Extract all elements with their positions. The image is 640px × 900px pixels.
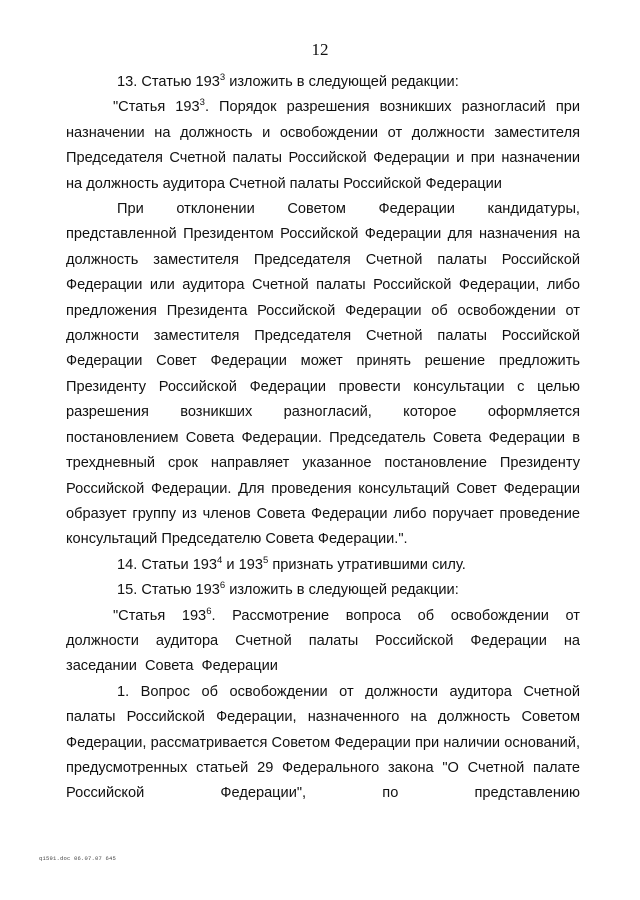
text-run: "Статья 193	[113, 99, 200, 116]
text-run: 15. Статью 193	[117, 582, 220, 599]
paragraph-article-193-3	[66, 95, 580, 197]
footer-document-code: q1591.doc 06.07.07 645	[39, 855, 117, 862]
paragraph-item-15	[66, 578, 580, 603]
superscript: 5	[262, 554, 269, 566]
text-run: признать утратившими силу.	[268, 556, 466, 573]
text-run: . Рассмотрение вопроса об освобождении от должности аудитора Счетной палаты Российской Федерации на заседании Совета Федерации	[66, 607, 580, 675]
text-run: и 193	[222, 556, 263, 573]
superscript: 3	[219, 72, 226, 83]
text-run: изложить в следующей редакции:	[225, 74, 459, 90]
text-run: 14. Статьи 193	[117, 556, 218, 573]
paragraph-article-193-6	[66, 604, 580, 680]
text-run: . Порядок разрешения возникших разногласий при назначении на должность и освобождении от должности заместителя Председателя Счетной палаты Российской Федерации и при назначении на должность аудитора Счетной палаты Российской Федерации	[66, 99, 580, 192]
paragraph-item-1: 1. Вопрос об освобождении от должности аудитора Счетной палаты Российской Федерации, назначенного на должность Советом Федерации, рассматривается Советом Федерации при наличии оснований, предусмотренных статьей 29 Федерального закона "О Счетной палате Российской Федерации", по представлению	[66, 683, 580, 802]
superscript: 4	[217, 554, 223, 566]
paragraph-item-14	[66, 553, 580, 578]
superscript: 6	[219, 580, 226, 592]
paragraph-rejection: При отклонении Советом Федерации кандидатуры, представленной Президентом Российской Федерации для назначения на должность заместителя Председателя Счетной палаты Российской Федерации или аудитора Счетной палаты Российской Федерации, либо предложения Президента Российской Федерации об освобождении от должности заместителя Председателя Счетной палаты Российской Федерации Совет Федерации может принять решение предложить Президенту Российской Федерации провести консультации с целью разрешения возникших разногласий, которое оформляется постановлением Совета Федерации. Председатель Совета Федерации в трехдневный срок направляет указанное постановление Президенту Российской Федерации. Для проведения консультаций Совет Федерации образует группу из членов Совета Федерации либо поручает проведение консультаций Председателю Совета Федерации.".	[66, 201, 580, 548]
superscript: 3	[199, 97, 205, 109]
text-run: "Статья 193	[113, 607, 207, 624]
text-run: изложить в следующей редакции:	[225, 582, 459, 599]
superscript: 6	[206, 605, 212, 617]
page-number: 12	[311, 40, 329, 59]
paragraph-item-13	[66, 70, 580, 95]
document-body	[66, 70, 580, 807]
text-run: 13. Статью 193	[117, 74, 220, 90]
